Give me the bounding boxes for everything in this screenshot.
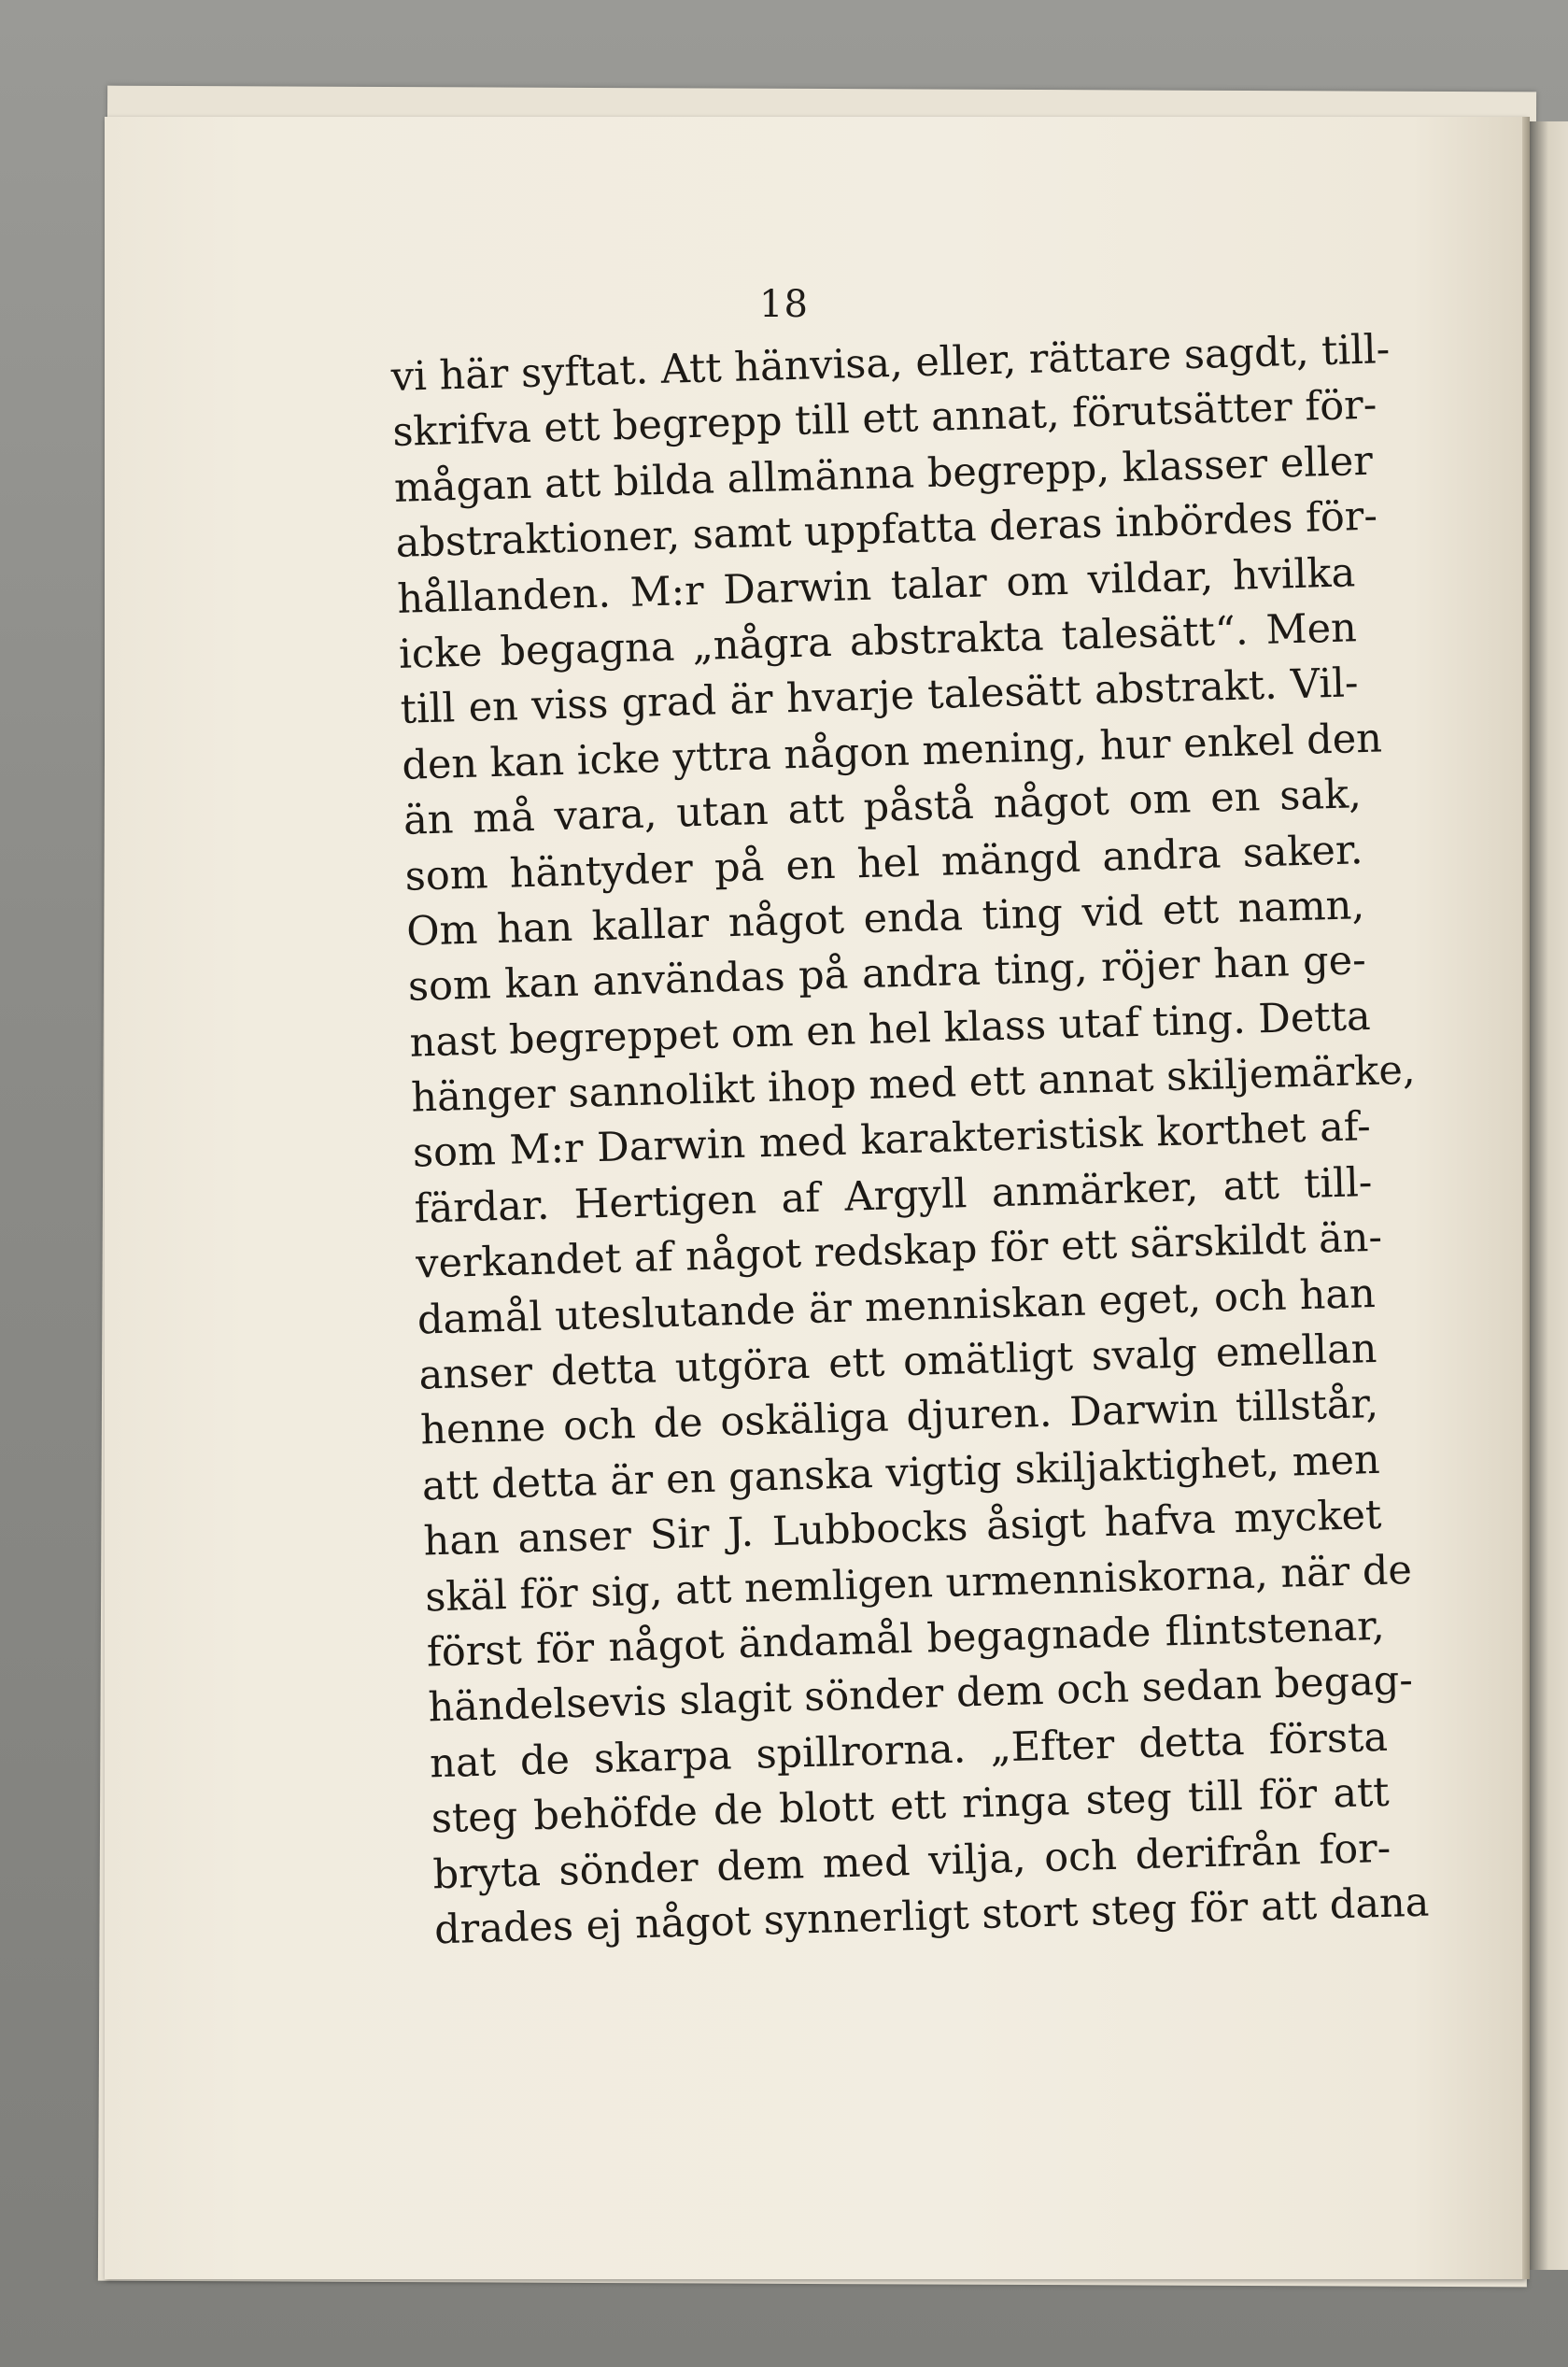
text-line: hållanden. M:r Darwin talar om vildar, hvilka [396, 548, 1356, 623]
text-line: än må vara, utan att påstå något om en sak, [403, 771, 1363, 844]
text-line: händelsevis slagit sönder dem och sedan begag- [427, 1657, 1414, 1732]
text-line: steg behöfde de blott ett ringa steg till för att [431, 1768, 1391, 1843]
text-line: till en viss grad är hvarje talesätt abstrakt. Vil- [400, 659, 1360, 734]
text-line: han anser Sir J. Lubbocks åsigt hafva mycket [422, 1492, 1382, 1566]
facing-page-edge [1526, 121, 1568, 2270]
text-line: Om han kallar något enda ting vid ett namn, [405, 882, 1365, 956]
text-line: drades ej något synnerligt stort steg för att dana [433, 1878, 1430, 1954]
text-line: icke begagna „några abstrakta talesätt“. Men [398, 604, 1358, 678]
text-line: hänger sannolikt ihop med ett annat skiljemärke, [410, 1046, 1417, 1122]
text-line: som häntyder på en hel mängd andra saker. [404, 826, 1364, 900]
text-line: bryta sönder dem med vilja, och derifrån for- [431, 1824, 1391, 1898]
text-line: först för något ändamål begagnade flintstenar, [426, 1602, 1386, 1677]
text-line: skrifva ett begrepp till ett annat, förutsätter för- [391, 381, 1377, 457]
text-line: den kan icke yttra någon mening, hur enkel den [401, 715, 1383, 789]
text-line: skäl för sig, att nemligen urmenniskorna, när de [424, 1546, 1413, 1622]
text-line: anser detta utgöra ett omätligt svalg emellan [417, 1325, 1377, 1399]
text-line: som M:r Darwin med karakteristisk korthet af- [412, 1103, 1372, 1178]
text-line: nast begreppet om en hel klass utaf ting. Detta [409, 992, 1372, 1067]
page-edge-shadow [1522, 117, 1530, 2279]
text-line: nat de skarpa spillrorna. „Efter detta första [429, 1713, 1389, 1788]
text-line: att detta är en ganska vigtig skiljaktighet, men [421, 1436, 1381, 1510]
body-text [390, 323, 1430, 1958]
text-line: henne och de oskäliga djuren. Darwin tillstår, [419, 1381, 1379, 1454]
text-line: mågan att bilda allmänna begrepp, klasser eller [393, 437, 1374, 512]
text-line: abstraktioner, samt uppfatta deras inbördes för- [395, 492, 1378, 568]
text-line: som kan användas på andra ting, röjer han ge- [407, 937, 1367, 1012]
text-line: verkandet af något redskap för ett särskildt än- [415, 1213, 1383, 1288]
text-line: damål uteslutande är menniskan eget, och han [417, 1269, 1377, 1344]
text-line: färdar. Hertigen af Argyll anmärker, att till- [413, 1158, 1373, 1233]
page-number: 18 [759, 283, 809, 326]
text-line: vi här syftat. Att hänvisa, eller, rättare sagdt, till- [390, 326, 1391, 401]
